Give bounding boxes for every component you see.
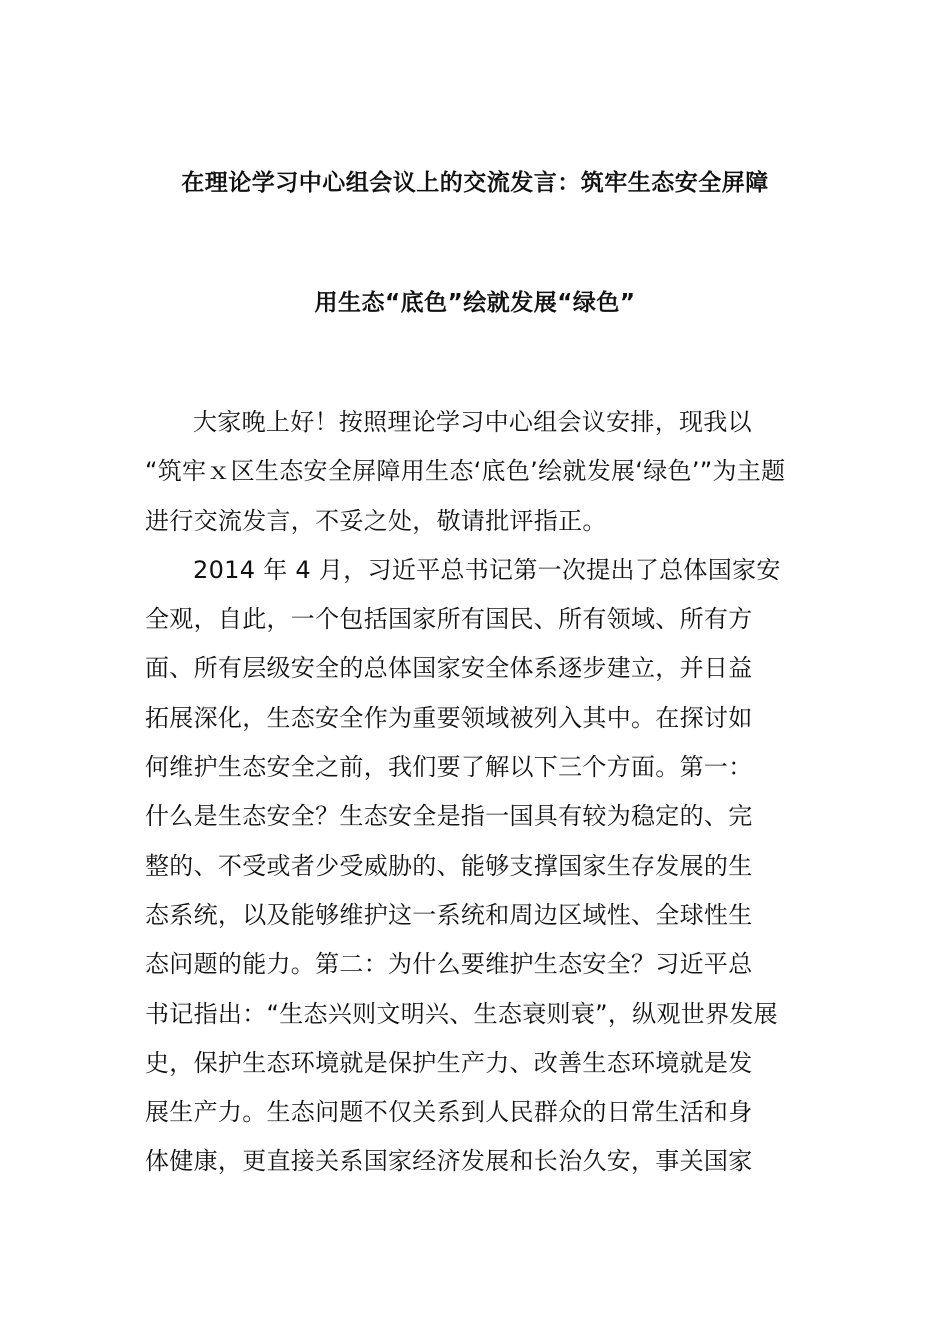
paragraph-line: 展生产力。生态问题不仅关系到人民群众的日常生活和身 [145, 1098, 753, 1127]
paragraph-line: 进行交流发言，不妥之处，敬请批评指正。 [145, 506, 607, 535]
paragraph-line: 什么是生态安全？生态安全是指一国具有较为稳定的、完 [145, 802, 753, 831]
paragraph-line: 拓展深化，生态安全作为重要领域被列入其中。在探讨如 [145, 703, 753, 732]
paragraph-line: “筑牢ｘ区生态安全屏障用生态‘底色’绘就发展‘绿色’”为主题 [145, 457, 786, 486]
paragraph-line: 体健康，更直接关系国家经济发展和长治久安，事关国家 [145, 1147, 753, 1176]
paragraph-line: 态问题的能力。第二：为什么要维护生态安全？习近平总 [145, 950, 753, 979]
paragraph-line: 整的、不受或者少受威胁的、能够支撑国家生存发展的生 [145, 851, 753, 880]
paragraph-line: 全观，自此，一个包括国家所有国民、所有领域、所有方 [145, 605, 753, 634]
document-subtitle: 用生态“底色”绘就发展“绿色” [314, 290, 636, 316]
document-body [145, 403, 810, 1192]
paragraph-line: 2014 年 4 月，习近平总书记第一次提出了总体国家安 [193, 555, 781, 584]
paragraph-line: 书记指出：“生态兴则文明兴、生态衰则衰”，纵观世界发展 [145, 999, 778, 1028]
paragraph-line: 史，保护生态环境就是保护生产力、改善生态环境就是发 [145, 1048, 753, 1077]
paragraph-line: 面、所有层级安全的总体国家安全体系逐步建立，并日益 [145, 654, 753, 683]
paragraph-line: 态系统，以及能够维护这一系统和周边区域性、全球性生 [145, 900, 753, 929]
paragraph-line: 大家晚上好！按照理论学习中心组会议安排，现我以 [193, 408, 752, 436]
document-title: 在理论学习中心组会议上的交流发言：筑牢生态安全屏障 [181, 170, 769, 196]
paragraph-line: 何维护生态安全之前，我们要了解以下三个方面。第一： [145, 753, 753, 782]
